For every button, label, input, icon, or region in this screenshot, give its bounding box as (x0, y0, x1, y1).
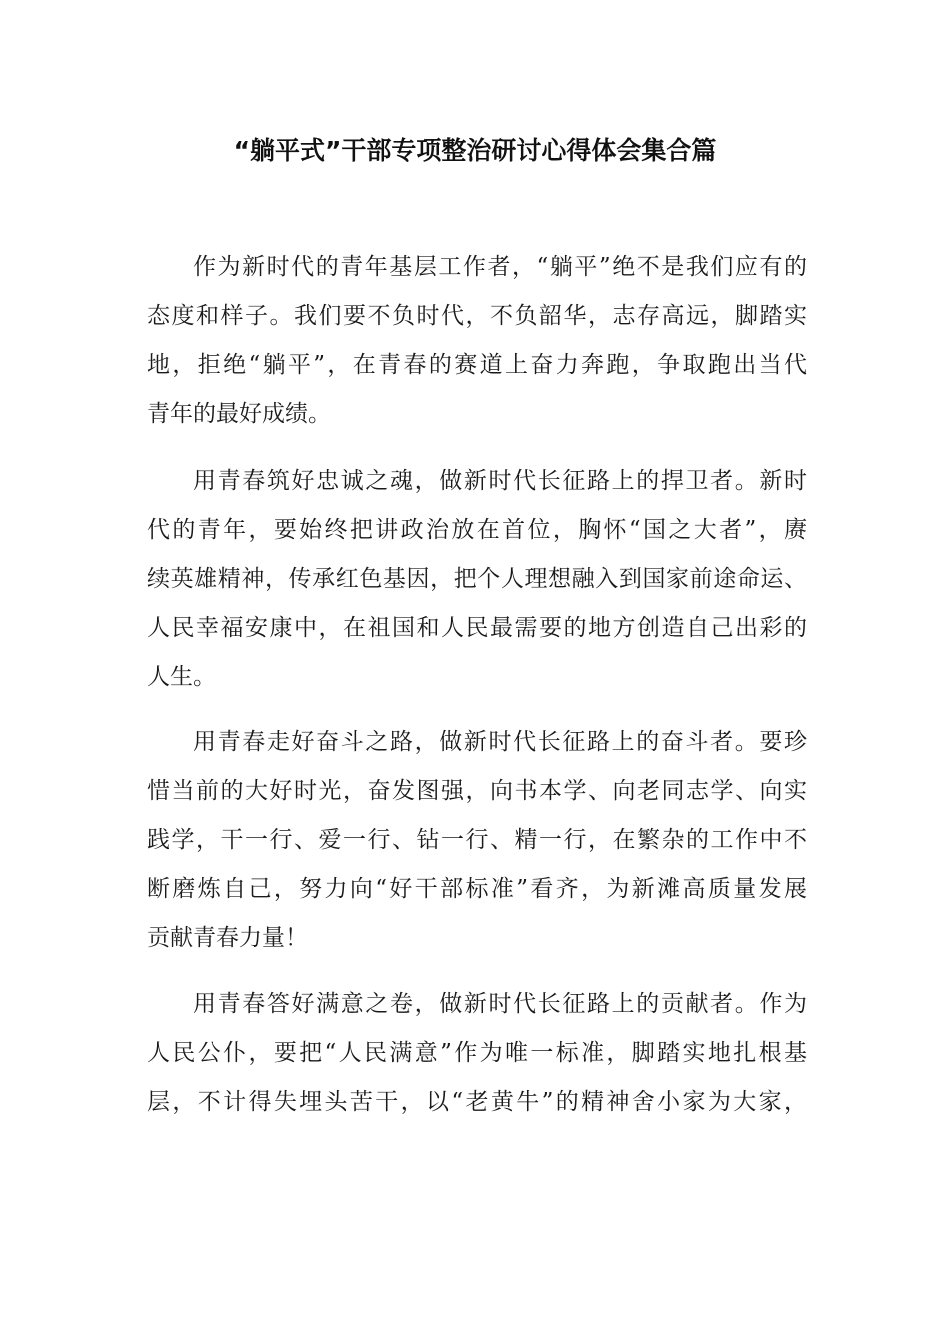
paragraph-line: 代的青年，要始终把讲政治放在首位，胸怀“国之大者”，赓 (147, 517, 807, 543)
paragraph-3 (147, 718, 807, 963)
paragraph-line: 践学，干一行、爱一行、钻一行、精一行，在繁杂的工作中不 (147, 827, 807, 853)
paragraph-2 (147, 457, 807, 702)
paragraph-line: 惜当前的大好时光，奋发图强，向书本学、向老同志学、向实 (147, 778, 807, 804)
paragraph-line: 层，不计得失埋头苦干，以“老黄牛”的精神舍小家为大家， (147, 1089, 807, 1115)
paragraph-line: 青年的最好成绩。 (147, 401, 331, 427)
document-title: “躺平式”干部专项整治研讨心得体会集合篇 (233, 136, 717, 165)
paragraph-line: 人民幸福安康中，在祖国和人民最需要的地方创造自己出彩的 (147, 615, 807, 641)
paragraph-line: 断磨炼自己，努力向“好干部标准”看齐，为新滩高质量发展 (147, 876, 807, 902)
paragraph-1 (147, 243, 807, 439)
paragraph-line: 人民公仆，要把“人民满意”作为唯一标准，脚踏实地扎根基 (147, 1040, 807, 1066)
paragraph-line: 用青春走好奋斗之路，做新时代长征路上的奋斗者。要珍 (193, 729, 807, 755)
paragraph-4 (147, 980, 807, 1127)
paragraph-line: 贡献青春力量！ (147, 925, 308, 951)
paragraph-line: 作为新时代的青年基层工作者，“躺平”绝不是我们应有的 (193, 254, 807, 280)
paragraph-line: 用青春答好满意之卷，做新时代长征路上的贡献者。作为 (193, 991, 807, 1017)
paragraph-line: 续英雄精神，传承红色基因，把个人理想融入到国家前途命运、 (147, 566, 807, 592)
paragraph-line: 态度和样子。我们要不负时代，不负韶华，志存高远，脚踏实 (147, 303, 807, 329)
paragraph-line: 人生。 (147, 664, 216, 690)
paragraph-line: 地，拒绝“躺平”，在青春的赛道上奋力奔跑，争取跑出当代 (147, 352, 807, 378)
paragraph-line: 用青春筑好忠诚之魂，做新时代长征路上的捍卫者。新时 (193, 468, 807, 494)
